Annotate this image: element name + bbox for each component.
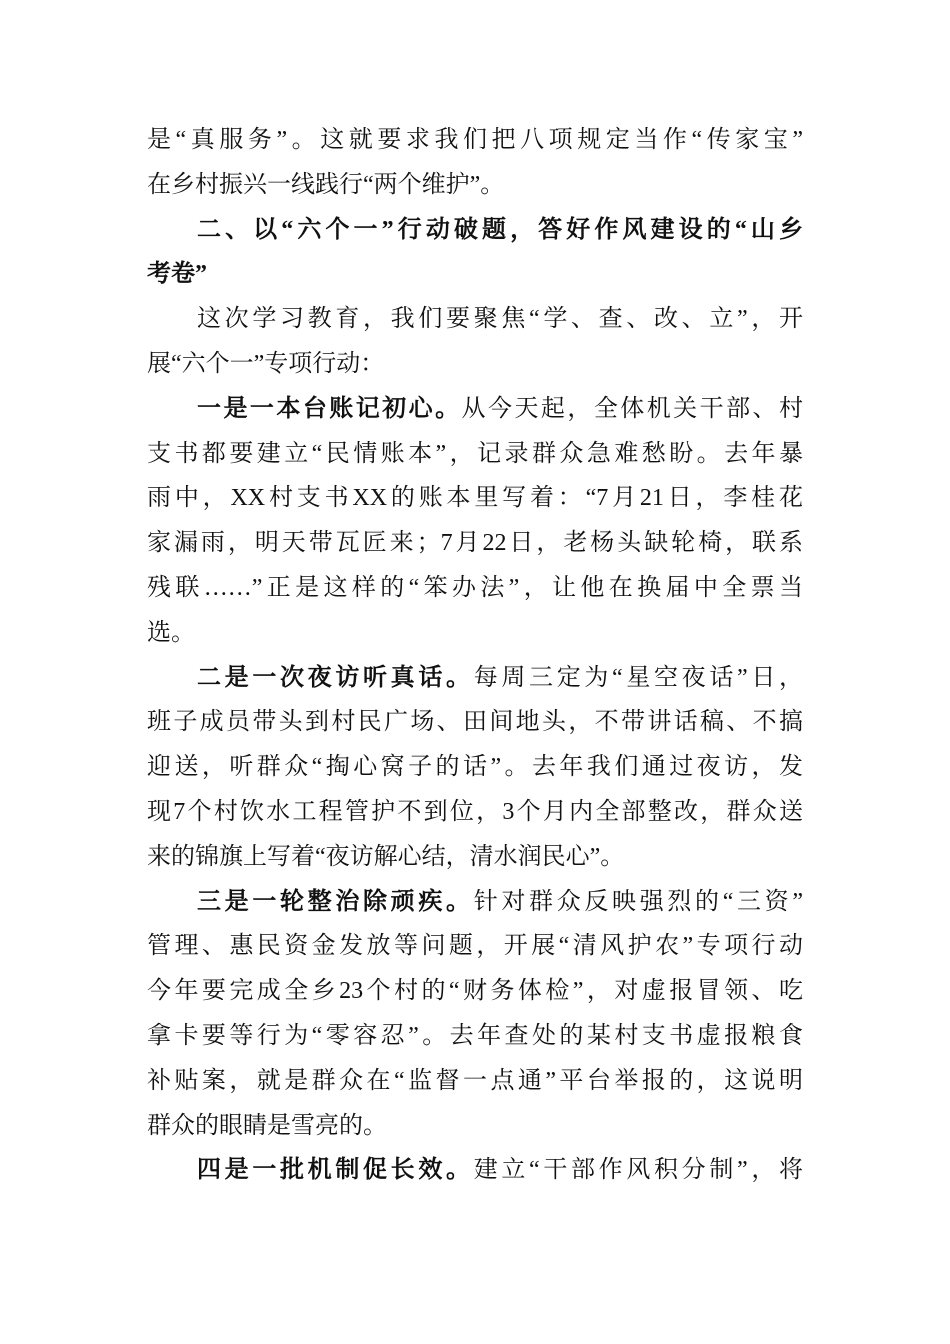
text-line [147, 163, 803, 208]
bold-lead: 二是一次夜访听真话。 [197, 664, 474, 691]
text-line [147, 700, 803, 745]
text-line [147, 476, 803, 521]
bold-lead: 四是一批机制促长效。 [197, 1157, 474, 1184]
text-line [147, 835, 803, 880]
line-text: 班子成员带头到村民广场、田间地头，不带讲话稿、不搞 [147, 709, 803, 736]
text-line [147, 521, 803, 566]
text-line [147, 790, 803, 835]
section-heading-line [147, 252, 803, 297]
line-text: 支书都要建立“民情账本”，记录群众急难愁盼。去年暴 [147, 440, 803, 467]
line-text: 雨中，XX村支书XX的账本里写着：“7月21日，李桂花 [147, 485, 803, 512]
text-line [147, 611, 803, 656]
text-line [147, 387, 803, 432]
line-text: 在乡村振兴一线践行“两个维护”。 [147, 171, 505, 198]
text-line [147, 432, 803, 477]
bold-lead: 一是一本台账记初心。 [197, 395, 462, 422]
document-page [147, 118, 803, 1193]
line-text: 选。 [147, 619, 195, 646]
line-text: 群众的眼睛是雪亮的。 [147, 1112, 387, 1139]
text-line [147, 745, 803, 790]
text-line [147, 1014, 803, 1059]
line-text: 从今天起，全体机关干部、村 [461, 395, 804, 422]
line-text: 展“六个一”专项行动： [147, 350, 385, 377]
line-text: 二、以“六个一”行动破题，答好作风建设的“山乡 [197, 216, 803, 243]
line-text: 是“真服务”。这就要求我们把八项规定当作“传家宝” [147, 127, 803, 153]
line-text: 考卷” [147, 261, 207, 288]
line-text: 针对群众反映强烈的“三资” [473, 888, 804, 915]
text-line [147, 1148, 803, 1193]
text-line [147, 1104, 803, 1149]
text-line [147, 656, 803, 701]
line-text: 补贴案，就是群众在“监督一点通”平台举报的，这说明 [147, 1067, 803, 1094]
section-heading-line [147, 208, 803, 253]
line-text: 残联……”正是这样的“笨办法”，让他在换届中全票当 [147, 574, 803, 601]
bold-lead: 三是一轮整治除顽疾。 [197, 888, 474, 915]
text-line [147, 566, 803, 611]
text-line [147, 342, 803, 387]
line-text: 现7个村饮水工程管护不到位，3个月内全部整改，群众送 [147, 798, 803, 825]
text-line [147, 924, 803, 969]
line-text: 拿卡要等行为“零容忍”。去年查处的某村支书虚报粮食 [147, 1022, 803, 1049]
line-text: 迎送，听群众“掏心窝子的话”。去年我们通过夜访，发 [147, 754, 803, 781]
text-line [147, 969, 803, 1014]
text-line [147, 118, 803, 163]
line-text: 管理、惠民资金发放等问题，开展“清风护农”专项行动 [147, 933, 803, 960]
line-text: 这次学习教育，我们要聚焦“学、查、改、立”，开 [197, 306, 803, 333]
text-line [147, 1059, 803, 1104]
line-text: 来的锦旗上写着“夜访解心结，清水润民心”。 [147, 843, 625, 870]
line-text: 今年要完成全乡23个村的“财务体检”，对虚报冒领、吃 [147, 978, 803, 1005]
line-text: 家漏雨，明天带瓦匠来；7月22日，老杨头缺轮椅，联系 [147, 530, 803, 557]
line-text: 每周三定为“星空夜话”日， [473, 664, 804, 691]
text-line [147, 880, 803, 925]
line-text: 建立“干部作风积分制”，将 [473, 1157, 804, 1184]
text-line [147, 297, 803, 342]
